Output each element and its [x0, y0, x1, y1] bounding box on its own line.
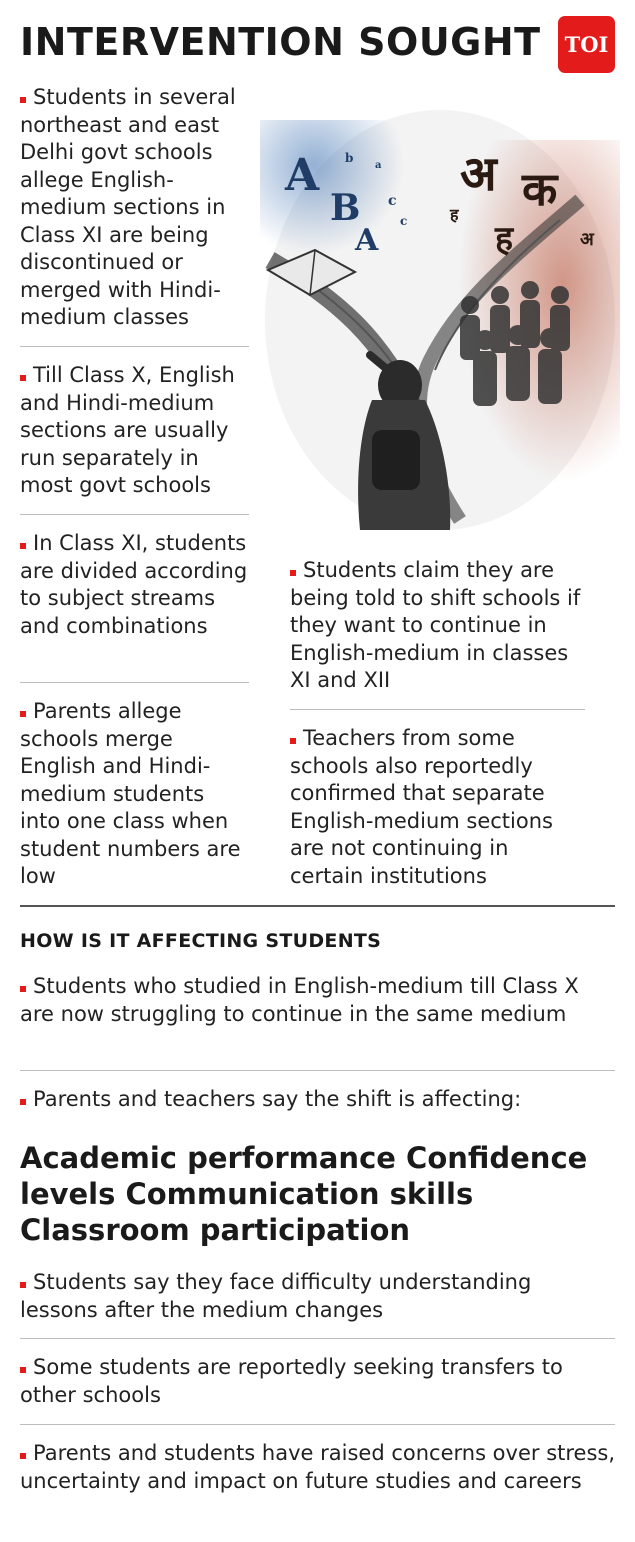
devanagari-a2-glyph: अ — [580, 229, 594, 250]
left-point-1: Students in several northeast and east Delhi govt schools allege English-medium sections in Class XI are being discontinued or merged with Hindi-medium classes — [20, 85, 236, 329]
left-point-4: Parents allege schools merge English and Hindi-medium students into one class when student numbers are low — [20, 699, 241, 888]
bullet-marker — [20, 1453, 26, 1459]
devanagari-ka-glyph: क — [522, 162, 558, 216]
letter-b-glyph: B — [330, 187, 361, 229]
divider — [20, 1424, 615, 1425]
left-point-2: Till Class X, English and Hindi-medium sections are usually run separately in most govt schools — [20, 363, 235, 497]
devanagari-ha2-glyph: ह — [450, 205, 459, 224]
devanagari-ha-glyph: ह — [495, 219, 514, 259]
bullet-marker — [290, 738, 296, 744]
letter-a-glyph: A — [285, 150, 320, 201]
affected-areas-list: Academic performance Confidence levels Communication skills Classroom participation — [20, 1141, 588, 1247]
letter-c-glyph: c — [388, 193, 397, 209]
bullet-marker — [20, 97, 26, 103]
section-divider — [20, 905, 615, 907]
effect-point-3: Students say they face difficulty understanding lessons after the medium changes — [20, 1270, 532, 1322]
effect-point-5: Parents and students have raised concerns over stress, uncertainty and impact on future studies and careers — [20, 1441, 616, 1493]
bullet-marker — [20, 711, 26, 717]
students-language-illustration — [260, 100, 620, 540]
right-point-1: Students claim they are being told to shift schools if they want to continue in English-medium in classes XI and XII — [290, 558, 581, 692]
divider — [20, 1338, 615, 1339]
toi-logo: TOI — [558, 16, 615, 73]
letter-a2-glyph: A — [355, 223, 379, 258]
page-title: INTERVENTION SOUGHT — [20, 20, 541, 64]
divider — [20, 1070, 615, 1071]
devanagari-a-glyph: अ — [460, 146, 497, 202]
divider — [20, 346, 249, 347]
section-heading: HOW IS IT AFFECTING STUDENTS — [20, 930, 382, 952]
bullet-marker — [20, 543, 26, 549]
effect-point-1: Students who studied in English-medium till Class X are now struggling to continue in the same medium — [20, 974, 579, 1026]
effect-point-2: Parents and teachers say the shift is affecting: — [20, 1086, 615, 1114]
bullet-marker — [20, 1282, 26, 1288]
bullet-marker — [20, 1099, 26, 1105]
letter-c2-glyph: c — [400, 214, 408, 228]
letter-b-small-glyph: b — [345, 151, 354, 165]
letter-a-small-glyph: a — [375, 160, 382, 171]
divider — [290, 709, 585, 710]
divider — [20, 682, 249, 683]
effect-point-4: Some students are reportedly seeking transfers to other schools — [20, 1355, 563, 1407]
left-point-3: In Class XI, students are divided according to subject streams and combinations — [20, 531, 248, 638]
divider — [20, 514, 249, 515]
bullet-marker — [290, 570, 296, 576]
bullet-marker — [20, 986, 26, 992]
bullet-marker — [20, 1367, 26, 1373]
right-point-2: Teachers from some schools also reportedly confirmed that separate English-medium sections are not continuing in certain institutions — [290, 726, 553, 888]
bullet-marker — [20, 375, 26, 381]
